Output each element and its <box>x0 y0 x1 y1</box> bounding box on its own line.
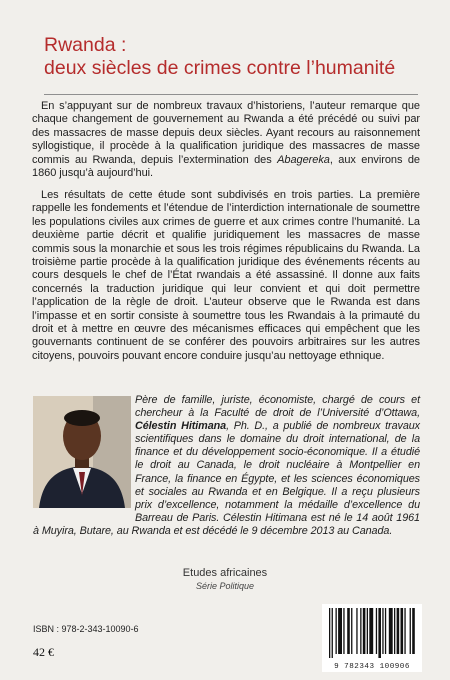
price-text: 42 € <box>33 645 54 659</box>
collection-name: Etudes africaines <box>182 567 268 579</box>
author-name: Célestin Hitimana <box>135 420 227 433</box>
blurb-paragraph-2: Les résultats de cette étude sont subdivisés en trois parties. La première rappelle les fondements et l’étendue de l’interdiction internationale de soumettre les populations civiles aux crimes de guerre et aux crimes contre l’humanité. La deuxième partie décrit et qualifie juridiquement les massacres de masse commis sous la monarchie et sous les trois régimes républicains du Rwanda. La troisième partie procède à la qualification juridique des événements récents au cours desquels le chef de l’État rwandais a été assassiné. Il donne aux faits concernés la traduction juridique qui leur convient et qui doit permettre l’application de la règle de droit. L’auteur observe que le Rwanda est dans l’impasse et en sortir consiste à soumettre tous les Rwandais à la primauté du droit et à mettre en œuvre des mécanismes efficaces qui empêchent que les gouvernants continuent de se conférer des pouvoirs arbitraires sur les autres citoyens, pouvoirs pouvant encore conduire jusqu’au nettoyage ethnique. <box>32 189 420 362</box>
barcode <box>322 604 422 672</box>
series-block <box>0 567 450 591</box>
isbn-text: ISBN : 978-2-343-10090-6 <box>33 624 139 634</box>
blurb-p1-text: En s’appuyant sur de nombreux travaux d’historiens, l’auteur remarque que chaque changement de gouvernement au Rwanda a été précédé ou suivi par des massacres de masse depuis deux siècles. Ayant recours au raisonnement syllogistique, il procède à la qualification juridique des massacres de masse commis au Rwanda, depuis l’extermination des <box>32 100 420 166</box>
subseries-name: Série Politique <box>195 581 255 591</box>
blurb-paragraph-1 <box>32 100 420 180</box>
blurb-p1-end: , aux environs de 1860 jusqu’à aujourd’hui. <box>32 153 420 180</box>
barcode-bars <box>322 604 422 660</box>
title-line-1: Rwanda : <box>44 34 127 56</box>
title-line-2: deux siècles de crimes contre l’humanité <box>44 57 396 79</box>
blurb-p1-italic: Abagereka <box>277 153 330 166</box>
title-divider <box>44 94 418 95</box>
bio-text-start: Père de famille, juriste, économiste, chargé de cours et chercheur à la Faculté de droit de l’Université d’Ottawa, <box>135 394 420 420</box>
barcode-digits: 9 782343 100906 <box>334 663 410 671</box>
author-biography <box>33 394 420 538</box>
book-title <box>44 34 434 80</box>
bio-text-end: , Ph. D., a publié de nombreux travaux scientifiques dans le domaine du droit international, de la finance et du développement socio-économique. Il a étudié le droit au Canada, le droit nucléaire à Montpellier en France, la finance en Égypte, et les sciences économiques et sociales au Rwanda et en Belgique. Il a reçu plusieurs prix d’excellence, notamment la médaille d’excellence du Barreau de Paris. Célestin Hitimana est né le 14 août 1961 à Muyira, Butare, au Rwanda et est décédé le 9 décembre 2013 au Canada. <box>33 420 420 537</box>
